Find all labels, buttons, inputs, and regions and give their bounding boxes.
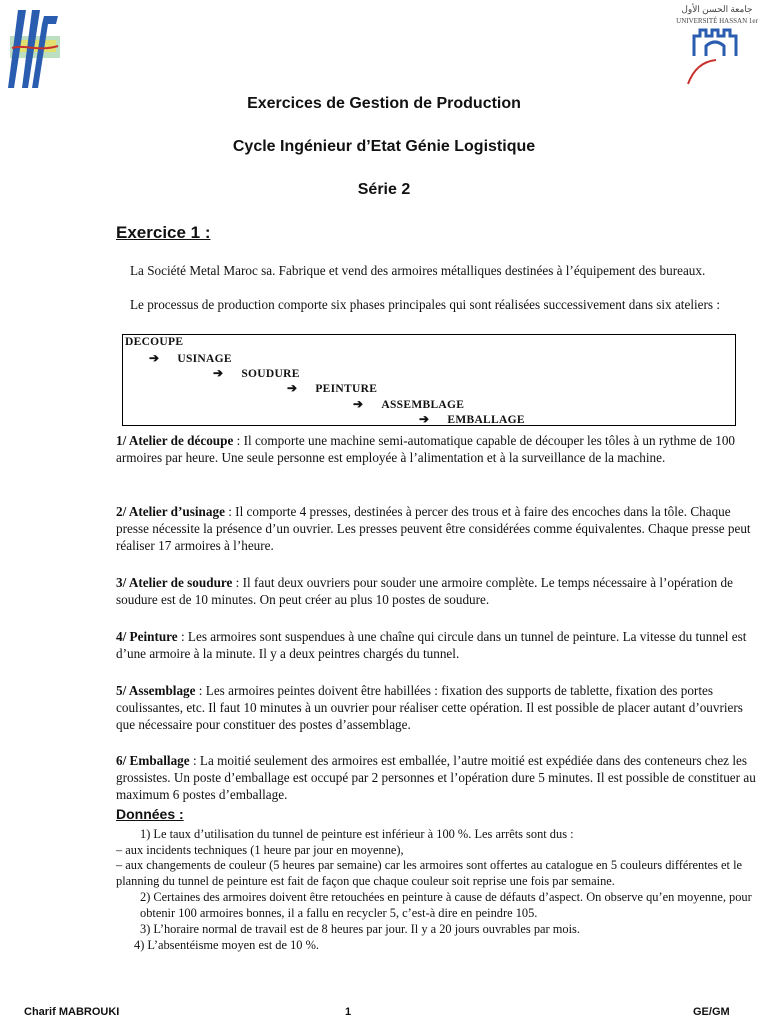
process-flow-box	[122, 334, 736, 426]
university-name-ar: جامعة الحسن الأول	[681, 4, 753, 14]
workshop-5	[116, 682, 762, 733]
workshop-6	[116, 752, 762, 803]
workshop-1-title: 1/ Atelier de découpe	[116, 433, 234, 448]
university-name-fr: UNIVERSITÉ HASSAN 1er	[676, 17, 758, 25]
arrow-right-icon: ➔	[353, 397, 364, 411]
workshop-1-text: : Il comporte une machine semi-automatique capable de découper les tôles à un rythme de 100 armoires par heure. Une seule personne est employée à l’alimentation et à la surveillance de la machine.	[116, 433, 736, 465]
workshop-4-title: 4/ Peinture	[116, 629, 178, 644]
workshop-5-text: : Les armoires peintes doivent être habillées : fixation des supports de tablette, fixation des portes coulissantes, etc. Il faut 10 minutes à un ouvrier pour réaliser cette opération. Il est possible de placer autant d’ouvriers que nécessaire pour constituer des postes d’assemblage.	[116, 683, 743, 732]
arrow-right-icon: ➔	[287, 381, 298, 395]
flow-step-soudure: ➔ SOUDURE	[213, 366, 300, 380]
flow-step-usinage: ➔ USINAGE	[149, 351, 232, 365]
donnees-item-1a: – aux incidents techniques (1 heure par jour en moyenne),	[116, 842, 404, 857]
university-logo	[672, 2, 762, 88]
workshop-6-text: : La moitié seulement des armoires est emballée, l’autre moitié est expédiée dans des conteneurs chez les grossistes. Un poste d’emballage est occupé par 2 personnes et l’opération dure 5 minutes. Il est possible de constituer au maximum 6 postes d’emballage.	[116, 753, 756, 802]
workshop-3-text: : Il faut deux ouvriers pour souder une armoire complète. Le temps nécessaire à l’opération de soudure est de 10 minutes. On peut créer au plus 10 postes de soudure.	[116, 575, 733, 607]
donnees-item-1b: – aux changements de couleur (5 heures par semaine) car les armoires sont offertes au catalogue en 5 couleurs différentes et le planning du tunnel de peinture est fait de façon que chaque couleur soit reprise une fois par semaine.	[116, 858, 743, 888]
intro	[116, 262, 762, 279]
flow-step-decoupe: DECOUPE	[125, 336, 184, 348]
workshop-2-text: : Il comporte 4 presses, destinées à percer des trous et à faire des encoches dans la tôle. Chaque presse nécessite la présence d’un ouvrier. Les presses peuvent être considérées comme équivalentes. Chaque presse peut réaliser 17 armoires à l’heure.	[116, 504, 751, 553]
document-title: Exercices de Gestion de Production	[247, 95, 521, 112]
workshop-2-title: 2/ Atelier d’usinage	[116, 504, 225, 519]
intro-paragraph-1: La Société Metal Maroc sa. Fabrique et vend des armoires métalliques destinées à l’équipement des bureaux.	[130, 263, 706, 278]
donnees-list	[116, 827, 762, 953]
donnees-item-3: 3) L’horaire normal de travail est de 8 heures par jour. Il y a 20 jours ouvrables par mois.	[140, 922, 580, 936]
donnees-item-1: 1) Le taux d’utilisation du tunnel de peinture est inférieur à 100 %. Les arrêts sont dus :	[140, 827, 574, 841]
exercise-heading: Exercice 1 :	[116, 223, 211, 242]
arrow-right-icon: ➔	[419, 412, 430, 426]
castle-icon	[686, 26, 750, 86]
arrow-right-icon: ➔	[149, 351, 160, 365]
donnees-item-4: 4) L’absentéisme moyen est de 10 %.	[134, 937, 320, 952]
footer-code: GE/GM	[693, 1006, 730, 1018]
workshop-4-text: : Les armoires sont suspendues à une chaîne qui circule dans un tunnel de peinture. La vitesse du tunnel est d’une armoire à la minute. Il y a deux peintres chargés du tunnel.	[116, 629, 747, 661]
document-subtitle: Cycle Ingénieur d’Etat Génie Logistique	[232, 138, 536, 155]
flow-step-assemblage: ➔ ASSEMBLAGE	[353, 397, 465, 411]
workshop-2	[116, 503, 762, 554]
serie-label: Série 2	[357, 181, 411, 198]
footer-page-number: 1	[345, 1006, 352, 1018]
workshop-1	[116, 432, 762, 466]
flow-step-emballage: ➔ EMBALLAGE	[419, 412, 525, 426]
intro-paragraph-2: Le processus de production comporte six phases principales qui sont réalisées successivement dans six ateliers :	[130, 297, 720, 312]
footer-author: Charif MABROUKI	[24, 1006, 120, 1018]
workshop-3-title: 3/ Atelier de soudure	[116, 575, 233, 590]
flow-step-peinture: ➔ PEINTURE	[287, 381, 378, 395]
workshop-4	[116, 628, 762, 662]
ist-logo	[8, 6, 62, 92]
arrow-right-icon: ➔	[213, 366, 224, 380]
workshop-6-title: 6/ Emballage	[116, 753, 190, 768]
donnees-item-2: 2) Certaines des armoires doivent être retouchées en peinture à cause de défauts d’aspect. On observe qu’en moyenne, pour obtenir 100 armoires bonnes, il a fallu en recycler 5, c’est-à dire en peindre 105.	[140, 890, 752, 920]
donnees-heading: Données :	[116, 806, 184, 822]
workshop-5-title: 5/ Assemblage	[116, 683, 196, 698]
intro-2	[116, 296, 762, 313]
workshop-3	[116, 574, 762, 608]
